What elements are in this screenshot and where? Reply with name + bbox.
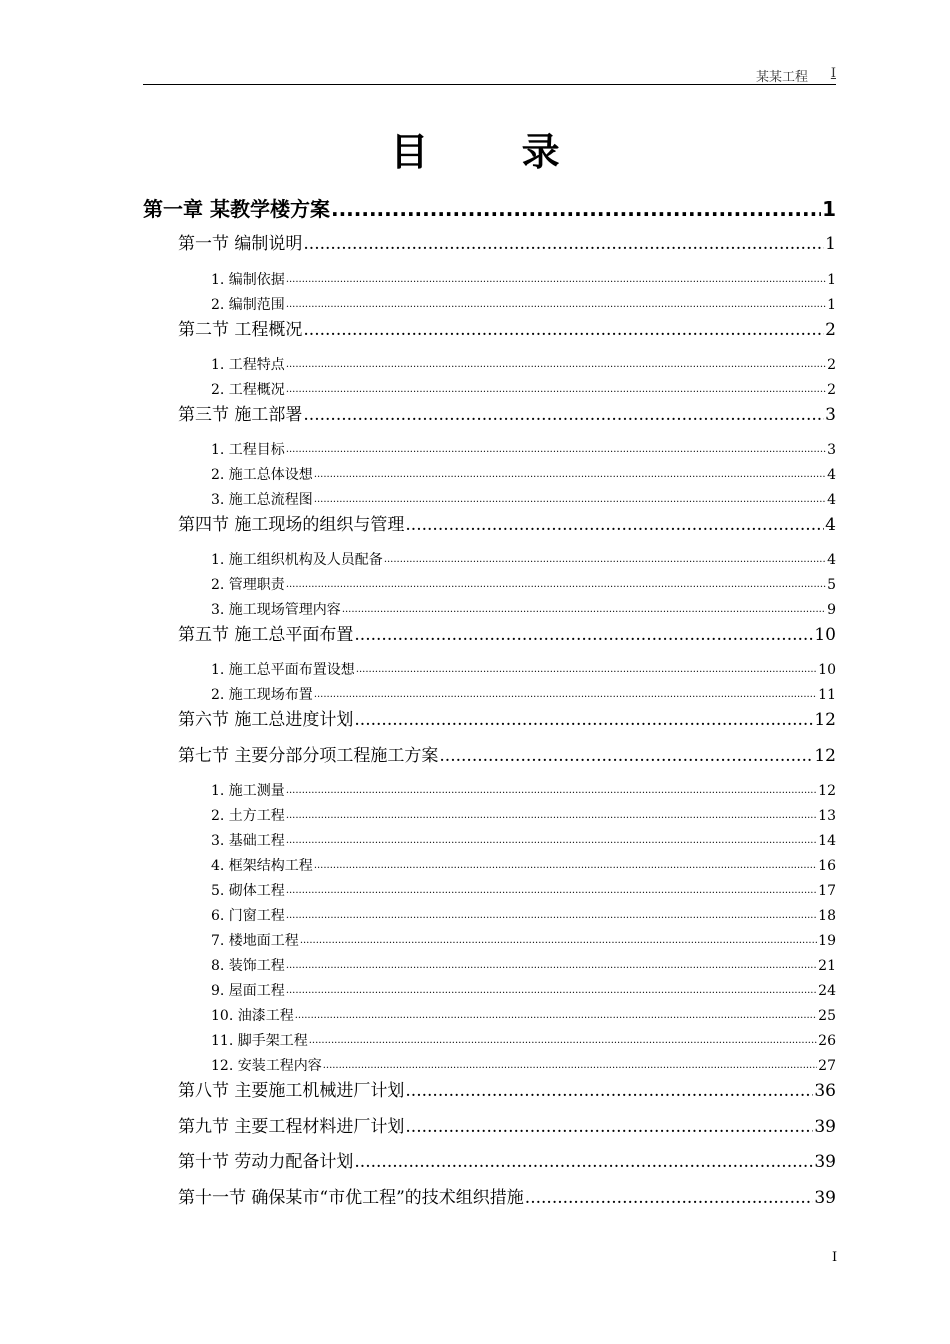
toc-entry[interactable] — [211, 490, 836, 510]
toc-dot-leader — [314, 488, 826, 510]
toc-entry-page: 21 — [818, 958, 836, 974]
toc-entry-label: 2. 工程概况 — [211, 382, 285, 398]
toc-entry-page: 16 — [818, 858, 836, 874]
toc-entry[interactable] — [211, 575, 836, 595]
toc-dot-leader — [286, 378, 826, 400]
toc-entry[interactable] — [178, 1150, 836, 1174]
toc-entry-page: 2 — [827, 382, 836, 398]
toc-entry-page: 3 — [825, 405, 836, 425]
toc-entry-label: 第二节 工程概况 — [178, 320, 303, 340]
toc-entry[interactable] — [211, 831, 836, 851]
toc-entry-page: 11 — [818, 687, 836, 703]
toc-entry[interactable] — [211, 1056, 836, 1076]
toc-entry-page: 12 — [814, 710, 836, 730]
toc-entry-label: 第四节 施工现场的组织与管理 — [178, 515, 405, 535]
toc-entry-label: 12. 安装工程内容 — [211, 1058, 322, 1074]
toc-entry-label: 2. 土方工程 — [211, 808, 285, 824]
toc-dot-leader — [286, 438, 826, 460]
toc-dot-leader — [354, 1150, 813, 1174]
toc-entry-page: 17 — [818, 883, 836, 899]
toc-entry-page: 5 — [827, 577, 836, 593]
toc-entry-label: 9. 屋面工程 — [211, 983, 285, 999]
toc-dot-leader — [354, 708, 813, 732]
toc-entry[interactable] — [178, 623, 836, 647]
toc-entry-label: 1. 施工总平面布置设想 — [211, 662, 355, 678]
toc-entry-label: 2. 编制范围 — [211, 297, 285, 313]
toc-entry-page: 39 — [814, 1117, 836, 1137]
toc-entry-label: 第一章 某教学楼方案 — [143, 197, 330, 221]
toc-entry[interactable] — [211, 856, 836, 876]
toc-dot-leader — [286, 829, 817, 851]
toc-entry-page: 10 — [818, 662, 836, 678]
toc-entry[interactable] — [211, 906, 836, 926]
toc-entry[interactable] — [211, 981, 836, 1001]
toc-entry[interactable] — [178, 232, 836, 256]
toc-entry[interactable] — [211, 550, 836, 570]
toc-entry-page: 14 — [818, 833, 836, 849]
toc-entry[interactable] — [178, 1079, 836, 1103]
page-header — [143, 64, 836, 85]
toc-entry-page: 19 — [818, 933, 836, 949]
toc-entry[interactable] — [178, 318, 836, 342]
toc-dot-leader — [303, 232, 824, 256]
toc-entry-page: 10 — [814, 625, 836, 645]
toc-entry-label: 1. 编制依据 — [211, 272, 285, 288]
toc-entry-label: 3. 基础工程 — [211, 833, 285, 849]
toc-entry-page: 25 — [818, 1008, 836, 1024]
toc-dot-leader — [286, 573, 826, 595]
toc-entry-page: 39 — [814, 1188, 836, 1208]
toc-entry-label: 第十一节 确保某市“市优工程”的技术组织措施 — [178, 1188, 524, 1208]
toc-entry[interactable] — [211, 270, 836, 290]
toc-dot-leader — [309, 1029, 817, 1051]
toc-dot-leader — [525, 1186, 814, 1210]
toc-dot-leader — [286, 779, 817, 801]
toc-entry-page: 12 — [814, 746, 836, 766]
toc-entry-label: 第七节 主要分部分项工程施工方案 — [178, 746, 439, 766]
toc-entry-page: 4 — [827, 552, 836, 568]
toc-entry[interactable] — [178, 708, 836, 732]
toc-entry-page: 3 — [827, 442, 836, 458]
toc-entry-label: 第十节 劳动力配备计划 — [178, 1152, 354, 1172]
toc-dot-leader — [323, 1054, 817, 1076]
toc-dot-leader — [314, 683, 817, 705]
toc-entry[interactable] — [178, 1186, 836, 1210]
toc-dot-leader — [405, 513, 824, 537]
toc-entry-label: 8. 装饰工程 — [211, 958, 285, 974]
toc-dot-leader — [303, 403, 824, 427]
toc-entry-page: 39 — [814, 1152, 836, 1172]
toc-entry[interactable] — [211, 440, 836, 460]
toc-entry[interactable] — [211, 1031, 836, 1051]
toc-entry-page: 27 — [818, 1058, 836, 1074]
toc-dot-leader — [286, 353, 826, 375]
toc-entry-label: 第八节 主要施工机械进厂计划 — [178, 1081, 405, 1101]
toc-dot-leader — [286, 904, 817, 926]
toc-dot-leader — [286, 979, 817, 1001]
toc-entry-label: 第一节 编制说明 — [178, 234, 303, 254]
toc-dot-leader — [439, 744, 813, 768]
toc-entry-label: 3. 施工现场管理内容 — [211, 602, 341, 618]
toc-dot-leader — [303, 318, 824, 342]
toc-entry-page: 13 — [818, 808, 836, 824]
toc-entry-label: 1. 工程特点 — [211, 357, 285, 373]
toc-entry[interactable] — [178, 403, 836, 427]
toc-entry-page: 12 — [818, 783, 836, 799]
toc-entry-label: 第九节 主要工程材料进厂计划 — [178, 1117, 405, 1137]
toc-entry-label: 第六节 施工总进度计划 — [178, 710, 354, 730]
toc-entry-label: 2. 施工总体设想 — [211, 467, 313, 483]
toc-entry-label: 11. 脚手架工程 — [211, 1033, 308, 1049]
toc-entry-page: 1 — [822, 197, 836, 221]
toc-entry[interactable] — [211, 465, 836, 485]
toc-entry-page: 1 — [827, 297, 836, 313]
toc-dot-leader — [384, 548, 826, 570]
header-title: 某某工程 — [755, 70, 808, 85]
toc-dot-leader — [314, 463, 826, 485]
toc-entry-page: 4 — [825, 515, 836, 535]
toc-entry-page: 2 — [827, 357, 836, 373]
toc-entry-page: 9 — [827, 602, 836, 618]
toc-entry[interactable] — [211, 1006, 836, 1026]
toc-entry[interactable] — [211, 931, 836, 951]
toc-dot-leader — [331, 196, 821, 222]
toc-dot-leader — [286, 954, 817, 976]
toc-entry-label: 1. 施工测量 — [211, 783, 285, 799]
toc-entry[interactable] — [211, 660, 836, 680]
toc-entry[interactable] — [211, 295, 836, 315]
toc-entry[interactable] — [211, 380, 836, 400]
toc-entry[interactable] — [178, 744, 836, 768]
toc-entry-label: 第三节 施工部署 — [178, 405, 303, 425]
toc-entry-label: 1. 工程目标 — [211, 442, 285, 458]
toc-dot-leader — [314, 854, 817, 876]
toc-dot-leader — [286, 879, 817, 901]
toc-entry-page: 1 — [825, 234, 836, 254]
toc-entry-label: 5. 砌体工程 — [211, 883, 285, 899]
toc-entry-page: 36 — [814, 1081, 836, 1101]
toc-dot-leader — [356, 658, 817, 680]
toc-entry-page: 4 — [827, 492, 836, 508]
toc-entry[interactable] — [178, 513, 836, 537]
toc-entry-label: 第五节 施工总平面布置 — [178, 625, 354, 645]
toc-dot-leader — [354, 623, 813, 647]
toc-entry-page: 4 — [827, 467, 836, 483]
toc-entry-page: 2 — [825, 320, 836, 340]
toc-dot-leader — [405, 1115, 813, 1139]
toc-entry-page: 26 — [818, 1033, 836, 1049]
toc-entry-page: 1 — [827, 272, 836, 288]
toc-entry[interactable] — [211, 806, 836, 826]
header-page-number: I — [830, 66, 836, 81]
toc-entry-page: 24 — [818, 983, 836, 999]
page-title: 目 录 — [390, 130, 600, 174]
toc-entry-page: 18 — [818, 908, 836, 924]
toc-entry-label: 3. 施工总流程图 — [211, 492, 313, 508]
toc-entry[interactable] — [178, 1115, 836, 1139]
toc-entry[interactable] — [211, 781, 836, 801]
toc-entry-label: 7. 楼地面工程 — [211, 933, 299, 949]
toc-entry-label: 2. 管理职责 — [211, 577, 285, 593]
toc-entry[interactable] — [211, 600, 836, 620]
toc-entry-label: 10. 油漆工程 — [211, 1008, 294, 1024]
toc-entry-label: 6. 门窗工程 — [211, 908, 285, 924]
toc-dot-leader — [405, 1079, 813, 1103]
toc-dot-leader — [286, 293, 826, 315]
toc-entry[interactable] — [211, 685, 836, 705]
footer-page-number: I — [832, 1250, 838, 1265]
toc-entry-label: 1. 施工组织机构及人员配备 — [211, 552, 383, 568]
toc-entry[interactable] — [211, 355, 836, 375]
toc-entry-label: 2. 施工现场布置 — [211, 687, 313, 703]
toc-dot-leader — [295, 1004, 817, 1026]
toc-dot-leader — [286, 804, 817, 826]
toc-entry[interactable] — [211, 956, 836, 976]
toc-dot-leader — [342, 598, 826, 620]
toc-dot-leader — [286, 268, 826, 290]
toc-entry-label: 4. 框架结构工程 — [211, 858, 313, 874]
toc-entry[interactable] — [143, 196, 836, 222]
toc-entry[interactable] — [211, 881, 836, 901]
toc-dot-leader — [300, 929, 817, 951]
